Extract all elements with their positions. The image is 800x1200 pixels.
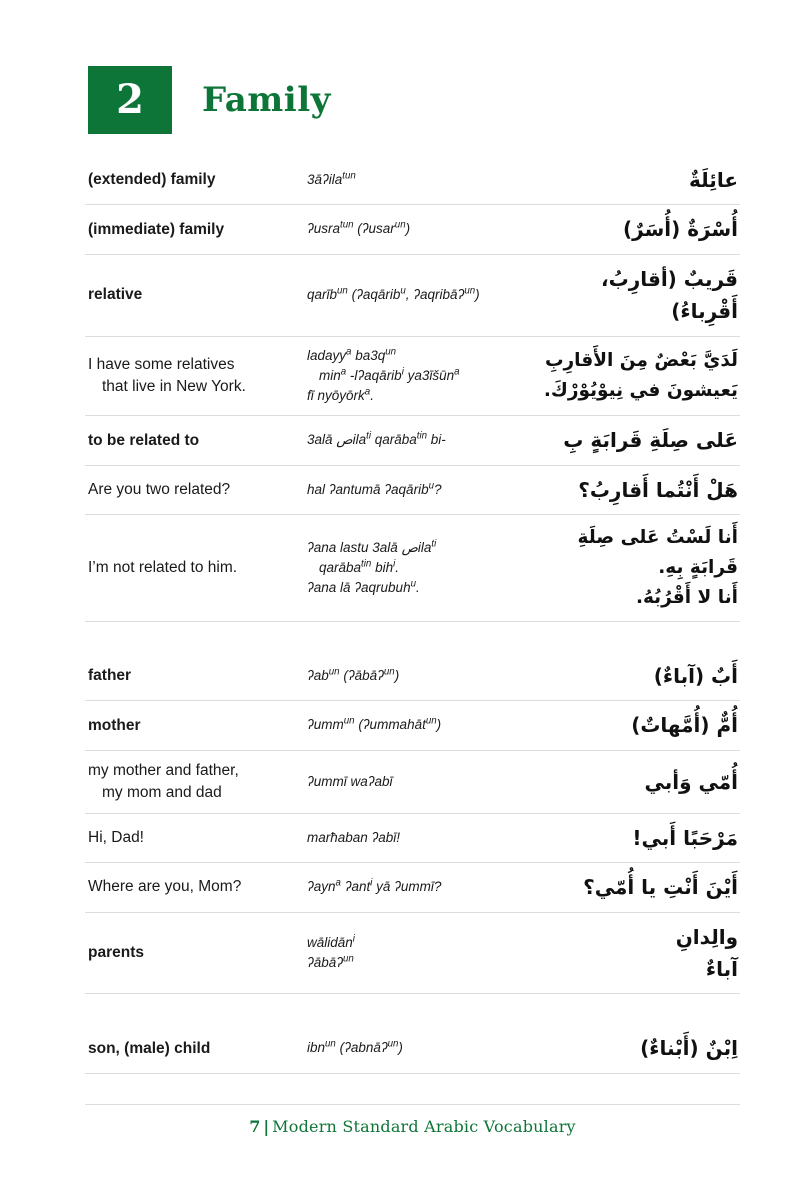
table-row xyxy=(85,465,740,514)
arabic-term xyxy=(537,156,740,204)
arabic-term xyxy=(537,758,740,806)
transliteration-line: ʔusra$^{tun}$ (ʔusar$^{un}$) xyxy=(307,219,411,237)
transliteration-line: ladayy$^a$ $ba3q^{un}$ xyxy=(307,346,397,363)
chapter-number-badge: 2 xyxy=(88,66,172,134)
english-line: son, (male) child xyxy=(88,1039,211,1057)
group-separator xyxy=(85,622,740,652)
english-term xyxy=(85,1029,307,1069)
english-term xyxy=(85,210,307,250)
transliteration-line: ʔana lā ʔaqrubuh$^u$. xyxy=(307,578,420,596)
table-row xyxy=(85,204,740,253)
transliteration xyxy=(307,1029,537,1067)
arabic-line: يَعيشونَ في نِيوْيُوْرْكَ. xyxy=(543,379,738,401)
english-line: my mom and dad xyxy=(102,783,222,801)
english-line: I’m not related to him. xyxy=(88,559,238,577)
transliteration xyxy=(307,161,537,199)
transliteration-line: ʔayn$^a$ ʔant$^i$ yā ʔummī? xyxy=(307,877,442,895)
transliteration-line: ʔābāʔ$^{un}$ xyxy=(307,953,354,970)
arabic-term xyxy=(537,814,740,862)
arabic-line: أُسْرَةٌ (أُسَرٌ) xyxy=(623,217,738,242)
arabic-line: أَنا لا أَقْرُبُهُ. xyxy=(635,587,738,609)
arabic-line: آباءٌ xyxy=(705,956,738,981)
english-term xyxy=(85,867,307,907)
arabic-term xyxy=(537,416,740,464)
arabic-line: أَنا لَسْتُ عَلى صِلَةِ قَرابَةٍ بِهِ. xyxy=(577,527,738,579)
table-row xyxy=(85,700,740,749)
arabic-term xyxy=(537,205,740,253)
arabic-term xyxy=(537,913,740,994)
transliteration xyxy=(307,763,537,801)
english-line: my mother and father, xyxy=(88,761,239,779)
chapter-header xyxy=(88,66,331,134)
table-row xyxy=(85,336,740,416)
vocabulary-group xyxy=(85,652,740,994)
english-term xyxy=(85,706,307,746)
table-row xyxy=(85,813,740,862)
table-row xyxy=(85,156,740,204)
transliteration xyxy=(307,421,537,459)
english-line: relative xyxy=(88,286,143,304)
arabic-line: أَيْنَ أَنْتِ يا أُمّي؟ xyxy=(583,875,738,900)
english-line: (immediate) family xyxy=(88,220,225,238)
english-term xyxy=(85,470,307,510)
transliteration-line: qarīb$^{un}$ (ʔaqārib$^u$, ʔaqribāʔ$^{un}$) xyxy=(307,285,480,303)
transliteration xyxy=(307,471,537,509)
transliteration-line: marħaban ʔabī! xyxy=(307,829,401,845)
english-line: father xyxy=(88,667,132,685)
transliteration xyxy=(307,819,537,857)
footer-book-title: Modern Standard Arabic Vocabulary xyxy=(272,1117,576,1136)
arabic-term xyxy=(537,515,740,621)
english-line: Where are you, Mom? xyxy=(88,878,242,896)
transliteration-line: ibn$^{un}$ (ʔabnāʔ$^{un}$) xyxy=(307,1038,403,1056)
arabic-line: اِبْنٌ (أَبْناءٌ) xyxy=(640,1036,738,1061)
transliteration xyxy=(307,868,537,906)
table-row xyxy=(85,514,740,621)
page-footer xyxy=(85,1104,740,1136)
footer-separator: | xyxy=(263,1117,270,1136)
english-term xyxy=(85,818,307,858)
table-row xyxy=(85,415,740,464)
arabic-line: هَلْ أَنْتُما أَقارِبُ؟ xyxy=(578,477,738,502)
english-line: Are you two related? xyxy=(88,480,231,498)
english-line: that live in New York. xyxy=(102,377,246,395)
english-line: to be related to xyxy=(88,431,200,449)
table-row xyxy=(85,912,740,994)
english-term xyxy=(85,275,307,315)
table-row xyxy=(85,750,740,813)
transliteration xyxy=(307,657,537,695)
arabic-line: لَدَيَّ بَعْضٌ مِنَ الأَقارِبِ xyxy=(544,349,738,371)
transliteration xyxy=(307,210,537,248)
table-row xyxy=(85,652,740,700)
transliteration-line: ʔana lastu 3alā صila$^{ti}$ xyxy=(307,538,437,555)
transliteration-line: ʔummī waʔabī xyxy=(307,773,393,789)
vocabulary-table xyxy=(85,156,740,1074)
english-line: mother xyxy=(88,716,141,734)
arabic-line: أُمٌّ (أُمَّهاتٌ) xyxy=(631,713,738,738)
transliteration-line: qarāba$^{tin}$ bih$^i$. xyxy=(319,558,400,575)
arabic-line: أَبٌ (آباءٌ) xyxy=(653,664,738,688)
table-row xyxy=(85,862,740,911)
transliteration-line: hal ʔantumā ʔaqārib$^u$? xyxy=(307,480,442,497)
transliteration-line: 3āʔila$^{tun}$ xyxy=(307,170,356,188)
arabic-term xyxy=(537,255,740,336)
english-term xyxy=(85,751,307,813)
transliteration-line: $\min^a$ -lʔaqārib$^i$ ya3īšūn$^a$ xyxy=(319,366,460,383)
vocabulary-group xyxy=(85,1024,740,1073)
arabic-line: عائِلَةٌ xyxy=(689,168,738,192)
english-term xyxy=(85,160,307,200)
transliteration xyxy=(307,529,537,608)
english-line: (extended) family xyxy=(88,171,216,189)
arabic-term xyxy=(537,701,740,749)
transliteration-line: ʔab$^{un}$ (ʔābāʔ$^{un}$) xyxy=(307,666,400,684)
arabic-term xyxy=(537,338,740,414)
transliteration-line: wālidān$^i$ xyxy=(307,933,355,950)
arabic-line: قَريبٌ (أقارِبُ، أَقْرِباءُ) xyxy=(601,266,738,324)
english-line: parents xyxy=(88,943,144,961)
transliteration xyxy=(307,706,537,744)
transliteration-line: fī nyōyōrk$^a$. xyxy=(307,386,374,404)
arabic-term xyxy=(537,1024,740,1072)
footer-page-number: 7 xyxy=(249,1117,261,1136)
arabic-line: والِدانِ xyxy=(675,924,738,949)
transliteration xyxy=(307,276,537,314)
table-row xyxy=(85,1024,740,1072)
english-term xyxy=(85,656,307,696)
english-line: Hi, Dad! xyxy=(88,828,144,846)
vocabulary-group xyxy=(85,156,740,622)
arabic-line: مَرْحَبًا أَبي! xyxy=(632,825,738,850)
page-title: Family xyxy=(202,80,331,120)
transliteration-line: ʔumm$^{un}$ (ʔummahāt$^{un}$) xyxy=(307,715,442,733)
english-line: I have some relatives xyxy=(88,355,235,373)
transliteration xyxy=(307,337,537,416)
arabic-term xyxy=(537,466,740,514)
transliteration xyxy=(307,924,537,983)
english-term xyxy=(85,933,307,973)
arabic-term xyxy=(537,652,740,700)
table-row xyxy=(85,254,740,336)
arabic-term xyxy=(537,863,740,911)
arabic-line: عَلى صِلَةِ قَرابَةٍ بِ xyxy=(563,428,738,453)
group-separator xyxy=(85,994,740,1024)
arabic-line: أُمّي وَأبي xyxy=(644,769,738,794)
english-term xyxy=(85,548,307,588)
transliteration-line: 3alā صila$^{ti}$ qarāba$^{tin}$ bi- xyxy=(307,430,446,448)
english-term xyxy=(85,421,307,461)
english-term xyxy=(85,345,307,407)
